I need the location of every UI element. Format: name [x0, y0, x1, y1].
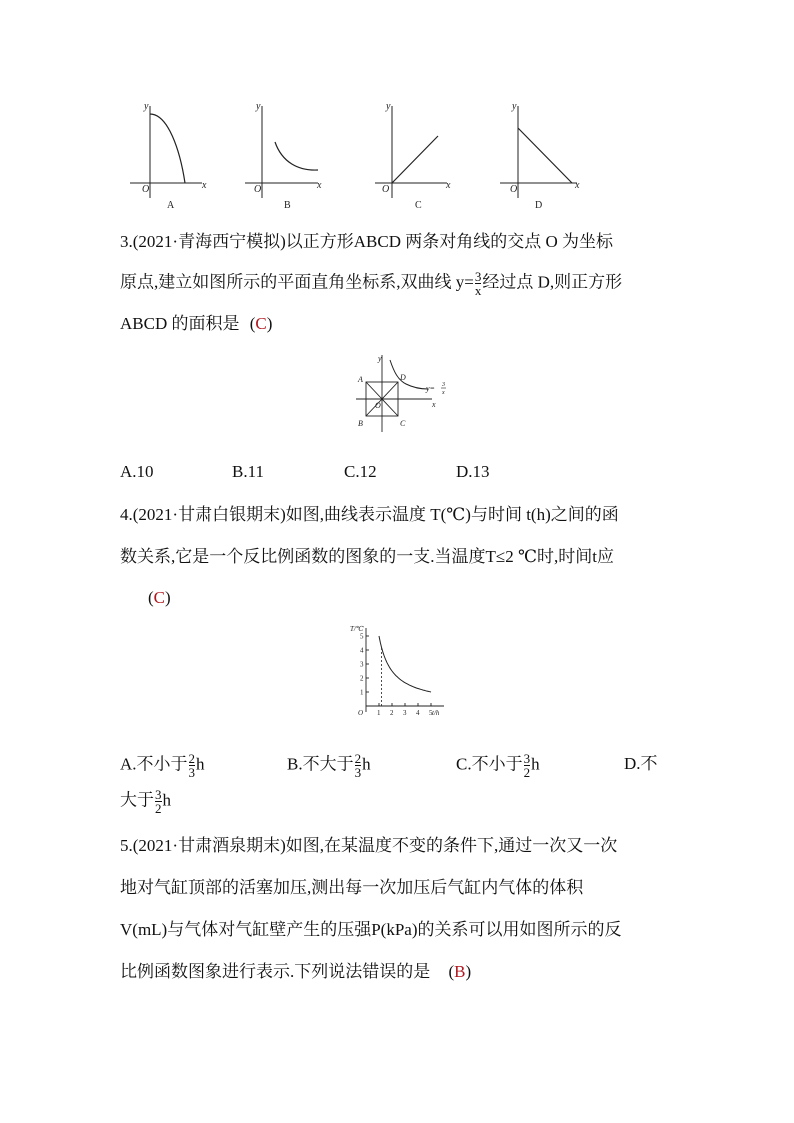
- q3-fig-curve-den: x: [442, 390, 445, 396]
- q3-option-b: B.11: [232, 462, 264, 481]
- q3-stem-line1: 3.(2021·青海西宁模拟)以正方形ABCD 两条对角线的交点 O 为坐标: [120, 232, 613, 251]
- graph-d-origin: O: [510, 184, 518, 195]
- q4-y-tick-label: 1: [360, 688, 364, 697]
- q3-figure: [352, 352, 452, 434]
- q4-y-tick-label: 5: [360, 632, 364, 641]
- q4-option-c-frac: [524, 752, 531, 779]
- q5-line4: [120, 960, 471, 984]
- q4-option-d-den: 2: [155, 801, 162, 816]
- q4-option-d: D.不: [624, 754, 658, 773]
- q3-fig-o: O: [375, 401, 381, 410]
- q4-paren-open: (: [148, 588, 154, 607]
- q4-option-d-frac: [155, 788, 162, 815]
- q3-option-a: A.10: [120, 462, 154, 481]
- q3-fraction-den: x: [474, 283, 482, 298]
- q4-fig-y-label: T/℃: [350, 625, 364, 633]
- q4-option-c-text: C.不小于: [456, 754, 523, 774]
- q4-option-c-den: 2: [523, 765, 531, 780]
- graph-b-origin: O: [254, 184, 262, 195]
- graph-a-x-label: x: [202, 180, 207, 191]
- q4-option-c-unit: h: [531, 754, 540, 774]
- graph-b-y-label: y: [256, 101, 261, 112]
- q4-figure: [344, 622, 449, 720]
- q4-fig-x-label: t/h: [432, 709, 440, 717]
- q5-stem-line1: 5.(2021·甘肃酒泉期末)如图,在某温度不变的条件下,通过一次又一次: [120, 836, 618, 855]
- q4-y-tick-label: 4: [360, 646, 364, 655]
- q3-answer: C: [255, 314, 267, 333]
- graph-label-b: B: [284, 200, 291, 211]
- q3-fig-curve-label: y=: [426, 384, 435, 393]
- q5-answer-group: [449, 962, 472, 981]
- q4-curve: [379, 636, 431, 692]
- q3-fig-a: A: [358, 375, 363, 384]
- q5-stem-line4: 比例函数图象进行表示.下列说法错误的是: [120, 962, 431, 981]
- q4-y-tick-label: 3: [360, 660, 364, 669]
- q4-option-a-unit: h: [196, 754, 205, 774]
- q3-line1: [120, 230, 613, 254]
- q3-option-d: D.13: [456, 462, 490, 481]
- q4-y-tick-label: 2: [360, 674, 364, 683]
- q4-x-ticks: [379, 703, 431, 706]
- q4-x-tick-label: 2: [390, 709, 394, 717]
- q4-line2: [120, 545, 614, 569]
- graph-d-y-label: y: [512, 101, 517, 112]
- graph-c-origin: O: [382, 184, 390, 195]
- q5-stem-line2: 地对气缸顶部的活塞加压,测出每一次加压后气缸内气体的体积: [120, 878, 584, 897]
- q3-paren-close: ): [266, 314, 273, 333]
- q4-option-a-den: 3: [188, 765, 196, 780]
- q5-line2: [120, 876, 583, 900]
- graph-c-x-label: x: [446, 180, 451, 191]
- q4-paren-close: ): [165, 588, 171, 607]
- q4-option-b-frac: [355, 752, 362, 779]
- q4-option-d-text: 大于: [120, 790, 154, 810]
- graph-label-c: C: [415, 200, 422, 211]
- q3-option-c: C.12: [344, 462, 377, 481]
- q4-option-d-num: 3: [155, 787, 162, 802]
- q3-answer-group: [250, 314, 273, 333]
- q4-option-a: [120, 752, 205, 779]
- q4-option-a-text: A.不小于: [120, 754, 188, 774]
- graph-label-d: D: [535, 200, 543, 211]
- q3-fig-y: y: [378, 354, 382, 363]
- q3-line2: [120, 270, 622, 297]
- q4-option-b: [287, 752, 371, 779]
- q4-x-tick-label: 1: [377, 709, 381, 717]
- q4-x-tick-label: 5: [429, 709, 433, 717]
- q3-stem-line3: ABCD 的面积是: [120, 314, 240, 333]
- q4-option-a-frac: [189, 752, 196, 779]
- q4-fig-origin: O: [358, 709, 364, 717]
- graph-c-y-label: y: [386, 101, 391, 112]
- q3-fraction-num: 3: [474, 269, 482, 284]
- q3-paren-open: (: [249, 314, 256, 333]
- q3-stem-line2-pre: 原点,建立如图所示的平面直角坐标系,双曲线 y=: [120, 272, 474, 292]
- q4-answer: C: [153, 588, 166, 607]
- q3-fig-d: D: [400, 373, 406, 382]
- graphs-row: [120, 100, 590, 215]
- graph-a-origin: O: [142, 184, 150, 195]
- q4-option-d-unit: h: [162, 790, 171, 810]
- q4-x-tick-labels: [377, 709, 433, 717]
- graph-d-x-label: x: [575, 180, 580, 191]
- q3-fraction: [475, 270, 482, 297]
- q4-y-ticks: [366, 636, 369, 692]
- q3-fig-c: C: [400, 419, 406, 428]
- q4-option-b-text: B.不大于: [287, 754, 354, 774]
- q4-option-d-continued: [120, 788, 171, 815]
- q3-fig-curve-num: 3: [442, 382, 445, 388]
- q4-x-tick-label: 4: [416, 709, 420, 717]
- q4-x-tick-label: 3: [403, 709, 407, 717]
- q4-option-b-den: 3: [354, 765, 362, 780]
- graph-b-x-label: x: [317, 180, 322, 191]
- q4-option-b-unit: h: [362, 754, 371, 774]
- q3-fig-b: B: [358, 419, 363, 428]
- q4-option-a-num: 2: [188, 751, 196, 766]
- q4-option-c: [456, 752, 540, 779]
- q5-answer: B: [454, 962, 466, 981]
- q5-stem-line3: V(mL)与气体对气缸壁产生的压强P(kPa)的关系可以用如图所示的反: [120, 920, 622, 939]
- graph-label-a: A: [167, 200, 175, 211]
- q3-line3: [120, 312, 272, 336]
- q4-option-b-num: 2: [354, 751, 362, 766]
- graph-a-y-label: y: [144, 101, 149, 112]
- q5-line3: [120, 918, 621, 942]
- q4-option-c-num: 3: [523, 751, 531, 766]
- q4-stem-line2: 数关系,它是一个反比例函数的图象的一支.当温度T≤2 ℃时,时间t应: [120, 547, 614, 566]
- q3-stem-line2-post: 经过点 D,则正方形: [482, 272, 623, 292]
- q3-fig-x: x: [432, 400, 436, 409]
- q4-line3: [148, 586, 171, 610]
- q4-stem-line1: 4.(2021·甘肃白银期末)如图,曲线表示温度 T(℃)与时间 t(h)之间的函: [120, 505, 619, 524]
- q5-line1: [120, 834, 617, 858]
- q5-paren-open: (: [448, 962, 455, 981]
- q4-y-tick-labels: [360, 633, 364, 697]
- q4-line1: [120, 503, 619, 527]
- q5-paren-close: ): [465, 962, 472, 981]
